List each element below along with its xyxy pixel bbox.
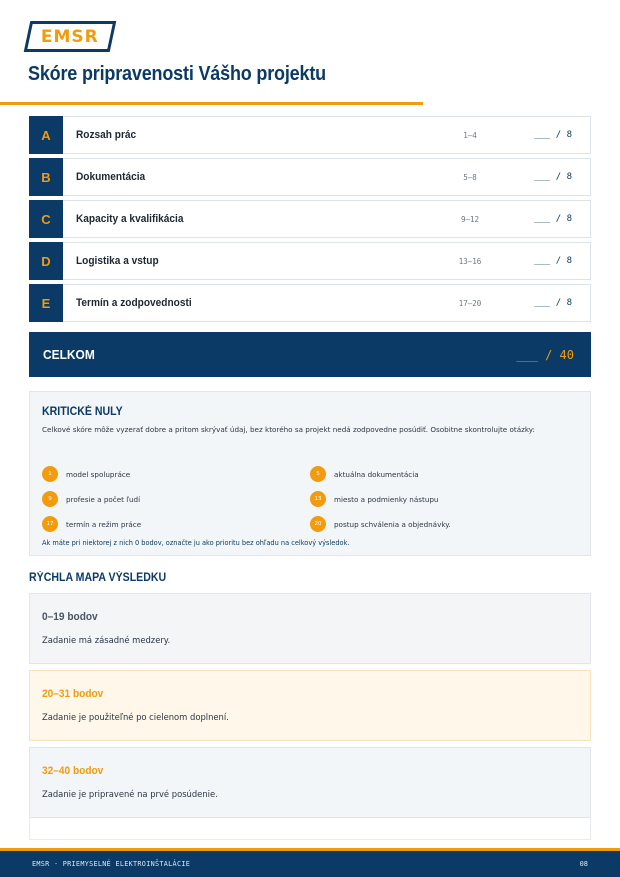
page-footer [0,851,620,877]
question-number-badge: 1 [42,466,58,482]
section-row-b [29,158,591,196]
critical-title: KRITICKÉ NULY [42,406,123,418]
section-score-list [29,116,591,326]
critical-zeros-panel [29,391,591,556]
band-description: Zadanie je pripravené na prvé posúdenie. [42,789,218,799]
question-number-badge: 20 [310,516,326,532]
section-name: Rozsah prác [76,129,137,141]
critical-item-label: miesto a podmienky nástupu [334,494,439,504]
result-map-bottom-edge [29,818,591,840]
section-row-a [29,116,591,154]
critical-description: Celkové skóre môže vyzerať dobre a pritom skrývať údaj, bez ktorého sa projekt nedá zodpovedne posúdiť. Osobitne skontrolujte otázky: [42,425,535,434]
critical-item [42,466,130,482]
band-range: 32–40 bodov [42,765,104,777]
emsr-logo [24,21,117,52]
critical-item-label: model spolupráce [66,469,131,479]
section-score-field[interactable]: ___ / 8 [534,172,572,182]
result-band-mid [29,670,591,741]
critical-item-label: termín a režim práce [66,519,142,529]
critical-item [310,516,451,532]
result-band-high [29,747,591,818]
band-range: 0–19 bodov [42,611,98,623]
critical-item-label: aktuálna dokumentácia [334,469,419,479]
title-divider [0,102,423,105]
band-range: 20–31 bodov [42,688,104,700]
section-name: Termín a zodpovednosti [76,297,192,309]
section-name: Logistika a vstup [76,255,159,267]
band-description: Zadanie má zásadné medzery. [42,635,171,645]
result-band-low [29,593,591,664]
question-number-badge: 9 [42,491,58,507]
band-description: Zadanie je použiteľné po cielenom doplnení. [42,712,229,722]
section-letter: D [29,242,63,280]
question-number-badge: 17 [42,516,58,532]
page-title: Skóre pripravenosti Vášho projektu [28,63,326,85]
section-row-e [29,284,591,322]
section-question-range: 5–8 [463,172,477,182]
question-number-badge: 13 [310,491,326,507]
total-score-bar [29,332,591,377]
result-map-title: RÝCHLA MAPA VÝSLEDKU [29,572,167,584]
section-question-range: 17–20 [458,298,482,308]
critical-item [310,491,439,507]
total-label: CELKOM [43,347,95,362]
critical-item [310,466,419,482]
section-row-c [29,200,591,238]
section-letter: B [29,158,63,196]
footer-company: EMSR · PRIEMYSELNÉ ELEKTROINŠTALÁCIE [32,860,191,868]
total-score-field[interactable]: ___ / 40 [516,347,574,362]
section-score-field[interactable]: ___ / 8 [534,130,572,140]
section-name: Kapacity a kvalifikácia [76,213,184,225]
critical-item-label: postup schválenia a objednávky. [334,519,451,529]
section-letter: A [29,116,63,154]
section-letter: C [29,200,63,238]
section-question-range: 13–16 [458,256,482,266]
section-question-range: 1–4 [463,130,477,140]
page-number: 08 [579,860,588,868]
critical-item [42,516,141,532]
section-row-d [29,242,591,280]
section-score-field[interactable]: ___ / 8 [534,256,572,266]
section-question-range: 9–12 [460,214,480,224]
critical-note: Ak máte pri niektorej z nich 0 bodov, označte ju ako prioritu bez ohľadu na celkový výsledok. [42,539,350,547]
logo-text: EMSR [41,26,99,47]
section-score-field[interactable]: ___ / 8 [534,298,572,308]
critical-item-label: profesie a počet ľudí [66,494,141,504]
question-number-badge: 5 [310,466,326,482]
critical-item [42,491,140,507]
section-letter: E [29,284,63,322]
section-score-field[interactable]: ___ / 8 [534,214,572,224]
section-name: Dokumentácia [76,171,146,183]
